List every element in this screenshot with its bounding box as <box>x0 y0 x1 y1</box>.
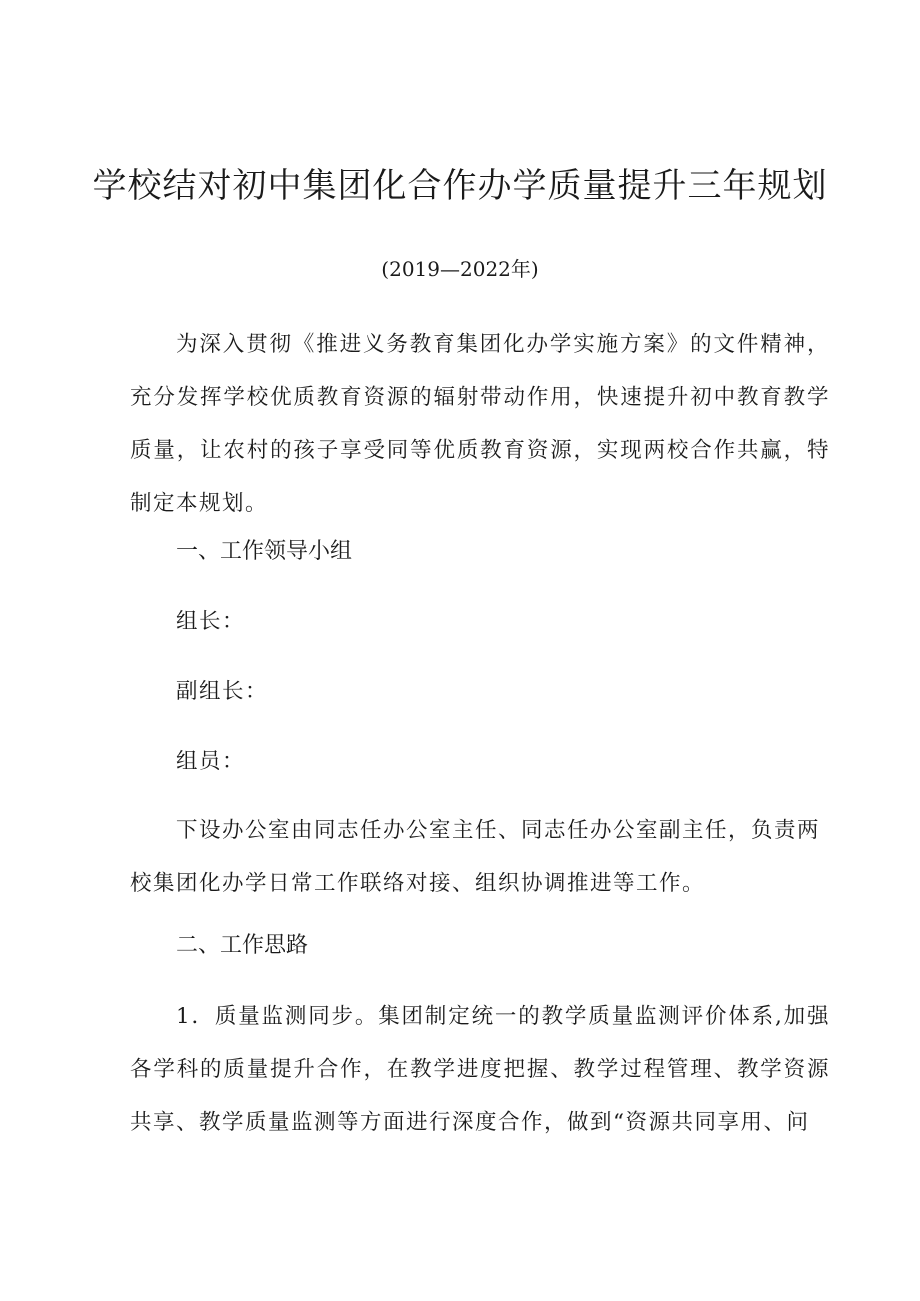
section2-item1-paragraph: 1．质量监测同步。集团制定统一的教学质量监测评价体系,加强各学科的质量提升合作，在教学进度把握、教学过程管理、教学资源共享、教学质量监测等方面进行深度合作，做到“资源共同享用、问 <box>130 1004 830 1135</box>
document-subtitle: (2019—2022年) <box>381 257 539 281</box>
section2-heading: 二、工作思路 <box>176 933 309 958</box>
deputy-leader-label: 副组长： <box>176 679 269 704</box>
leader-label: 组长： <box>176 609 246 634</box>
document-title: 学校结对初中集团化合作办学质量提升三年规划 <box>92 166 828 206</box>
office-note-paragraph: 下设办公室由同志任办公室主任、同志任办公室副主任，负责两校集团化办学日常工作联络对接、组织协调推进等工作。 <box>130 818 821 896</box>
members-label: 组员： <box>176 749 246 774</box>
intro-paragraph: 为深入贯彻《推进义务教育集团化办学实施方案》的文件精神，充分发挥学校优质教育资源的辐射带动作用，快速提升初中教育教学质量，让农村的孩子享受同等优质教育资源，实现两校合作共赢，特制定本规划。 <box>130 332 830 516</box>
section1-heading: 一、工作领导小组 <box>176 539 353 564</box>
